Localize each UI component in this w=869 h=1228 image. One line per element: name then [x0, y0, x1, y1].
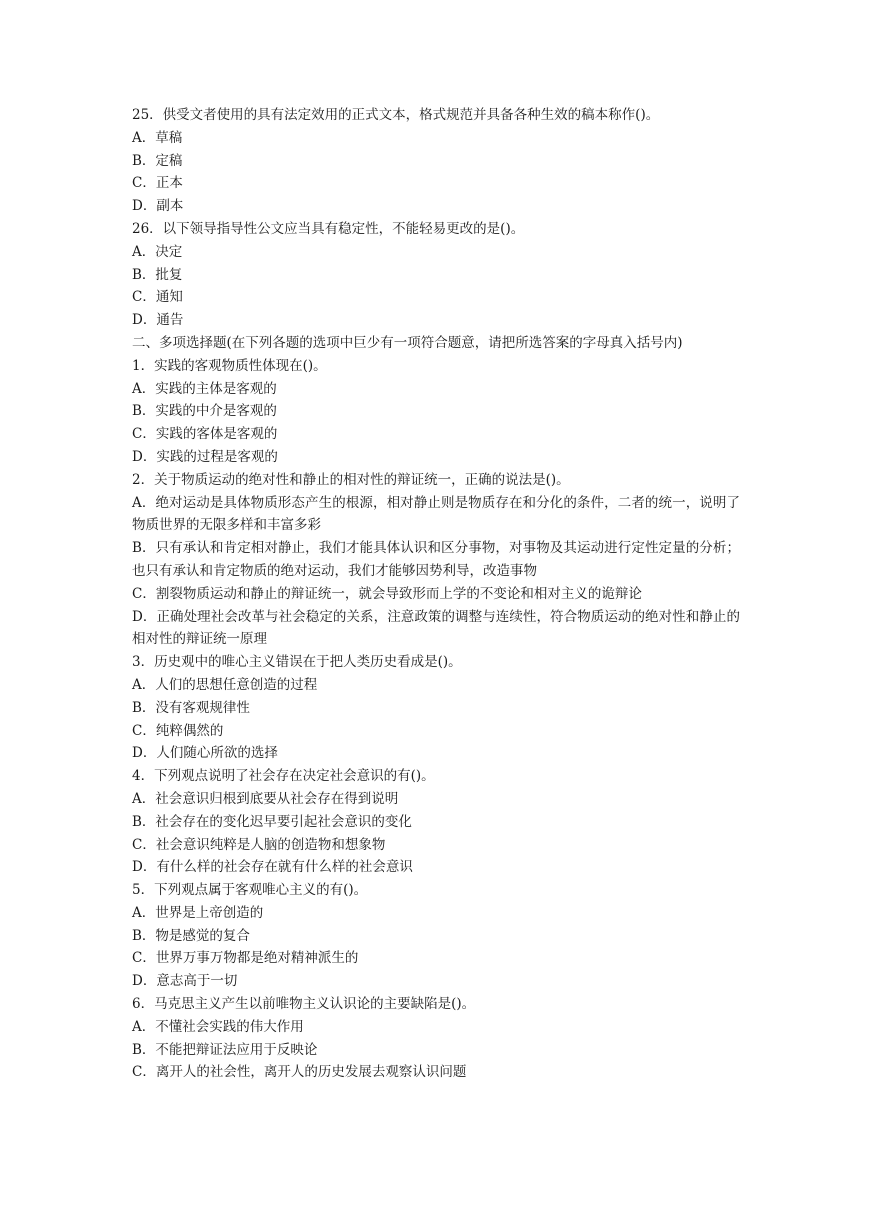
option-a: A．不懂社会实践的伟大作用	[132, 1018, 304, 1035]
option-d: D．副本	[132, 198, 184, 215]
question-26: 26．以下领导指导性公文应当具有稳定性，不能轻易更改的是()。	[132, 220, 525, 237]
document-body	[132, 104, 740, 1084]
option-d: D．有什么样的社会存在就有什么样的社会意识	[132, 859, 413, 876]
option-a: A．草稿	[132, 129, 183, 146]
option-a: A．实践的主体是客观的	[132, 380, 277, 397]
option-b: B．没有客观规律性	[132, 699, 250, 716]
question-4: 4．下列观点说明了社会存在决定社会意识的有()。	[132, 768, 435, 785]
option-c: C．离开人的社会性，离开人的历史发展去观察认识问题	[132, 1064, 467, 1081]
option-d: D．人们随心所欲的选择	[132, 745, 278, 762]
option-d: D．意志高于一切	[132, 973, 238, 990]
option-c: C．通知	[132, 289, 183, 306]
option-d: D．实践的过程是客观的	[132, 448, 278, 465]
question-1: 1．实践的客观物质性体现在()。	[132, 357, 327, 374]
option-a: A．人们的思想任意创造的过程	[132, 676, 318, 693]
option-b: B．物是感觉的复合	[132, 927, 250, 944]
question-25: 25．供受文者使用的具有法定效用的正式文本，格式规范并具备各种生效的稿本称作()。	[132, 107, 660, 123]
option-b: B．社会存在的变化迟早要引起社会意识的变化	[132, 813, 412, 830]
question-6: 6．马克思主义产生以前唯物主义认识论的主要缺陷是()。	[132, 996, 476, 1013]
question-5: 5．下列观点属于客观唯心主义的有()。	[132, 882, 368, 899]
option-c: C．割裂物质运动和静止的辩证统一，就会导致形而上学的不变论和相对主义的诡辩论	[132, 585, 642, 602]
option-d: D．正确处理社会改革与社会稳定的关系，注意政策的调整与连续性，符合物质运动的绝对性和静止的相对性的辩证统一原理	[132, 608, 740, 648]
option-c: C．社会意识纯粹是人脑的创造物和想象物	[132, 836, 386, 853]
question-2: 2．关于物质运动的绝对性和静止的相对性的辩证统一，正确的说法是()。	[132, 471, 570, 488]
question-3: 3．历史观中的唯心主义错误在于把人类历史看成是()。	[132, 654, 462, 671]
option-d: D．通告	[132, 312, 184, 329]
option-a: A．决定	[132, 243, 183, 260]
option-c: C．正本	[132, 175, 183, 192]
option-b: B．只有承认和肯定相对静止，我们才能具体认识和区分事物，对事物及其运动进行定性定量的分析；也只有承认和肯定物质的绝对运动，我们才能够因势利导，改造事物	[132, 540, 740, 579]
option-b: B．定稿	[132, 152, 183, 169]
option-b: B．批复	[132, 266, 183, 283]
section-heading: 二、多项选择题(在下列各题的选项中巨少有一项符合题意，请把所选答案的字母真入括号内)	[132, 334, 683, 351]
option-a: A．世界是上帝创造的	[132, 904, 264, 921]
option-a: A．社会意识归根到底要从社会存在得到说明	[132, 790, 399, 807]
option-b: B．不能把辩证法应用于反映论	[132, 1041, 318, 1058]
option-a: A．绝对运动是具体物质形态产生的根源，相对静止则是物质存在和分化的条件，二者的统一，说明了物质世界的无限多样和丰富多彩	[132, 494, 740, 534]
option-c: C．纯粹偶然的	[132, 722, 224, 739]
option-c: C．世界万事万物都是绝对精神派生的	[132, 950, 359, 967]
option-c: C．实践的客体是客观的	[132, 426, 278, 443]
option-b: B．实践的中介是客观的	[132, 403, 277, 420]
